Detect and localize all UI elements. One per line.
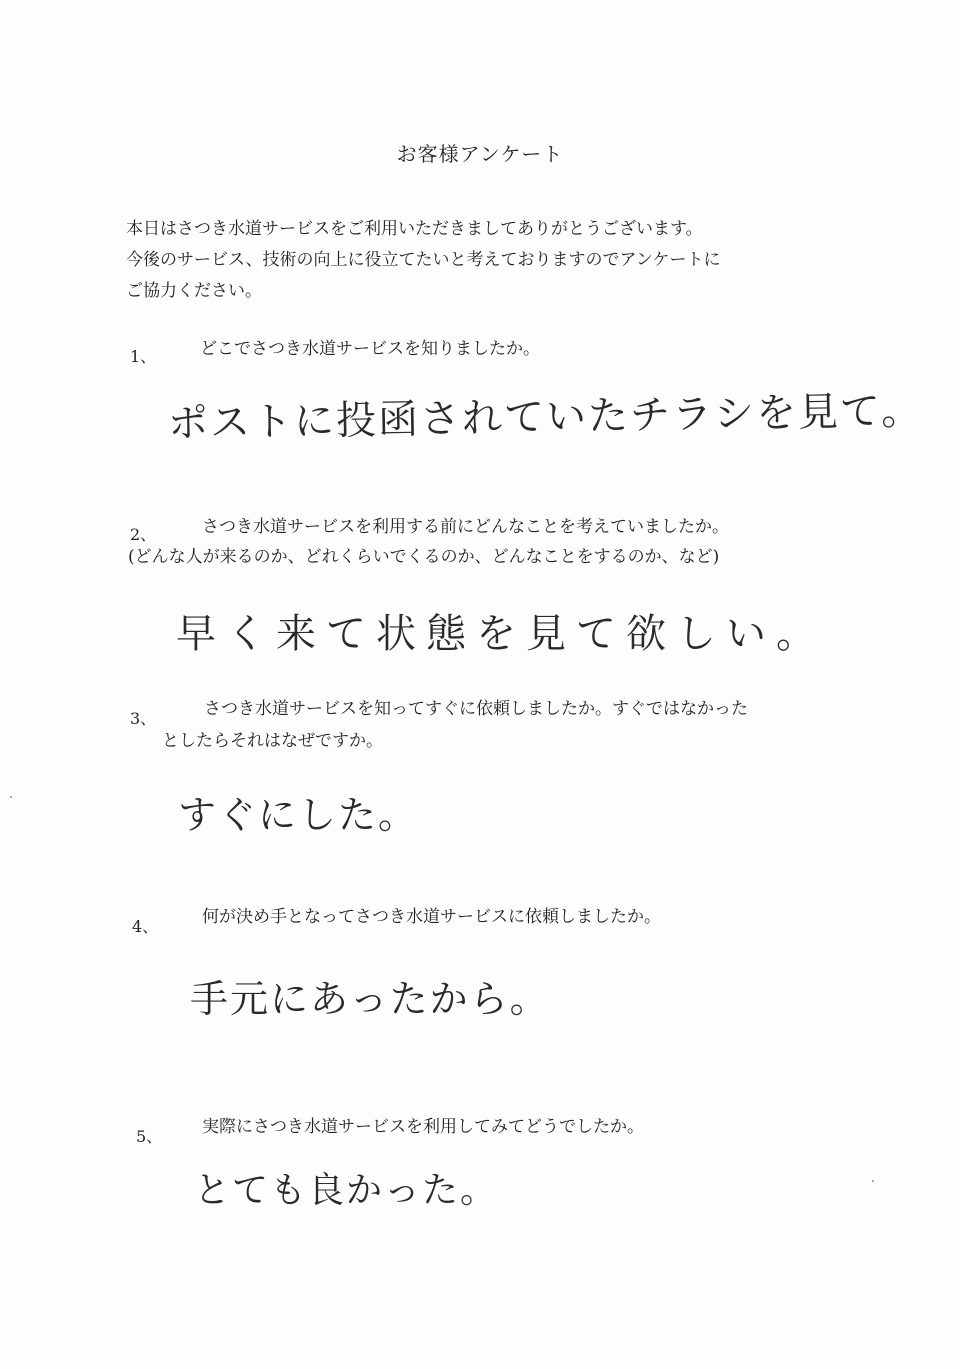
intro-text [126,214,866,307]
question-2-subtext: (どんな人が来るのか、どれくらいでくるのか、どんなことをするのか、など) [128,547,720,567]
question-4-answer: 手元にあったから。 [190,977,550,1021]
question-3-number: 3、 [130,709,157,728]
question-1-text: どこでさつき水道サービスを知りましたか。 [200,339,540,359]
question-3-text-line-2: としたらそれはなぜですか。 [162,731,383,751]
question-5-text: 実際にさつき水道サービスを利用してみてどうでしたか。 [202,1117,644,1137]
intro-line: ご協力ください。 [126,281,262,301]
page-title: お客様アンケート [396,142,564,166]
question-3-text: さつき水道サービスを知ってすぐに依頼しましたか。すぐではなかった [204,699,748,719]
intro-line: 本日はさつき水道サービスをご利用いただきましてありがとうございます。 [126,219,703,239]
scan-speck [872,1180,874,1182]
question-2-answer: 早く来て状態を見て欲しい。 [176,611,826,657]
question-1-answer: ポストに投函されていたチラシを見て。 [167,387,924,447]
question-1-number: 1、 [130,347,157,366]
intro-line: 今後のサービス、技術の向上に役立てたいと考えておりますのでアンケートに [126,250,721,270]
question-5-answer: とても良かった。 [194,1170,499,1211]
question-2-text: さつき水道サービスを利用する前にどんなことを考えていましたか。 [202,517,729,537]
question-3-answer: すぐにした。 [178,793,419,837]
question-2-number: 2、 [130,525,157,544]
question-4-text: 何が決め手となってさつき水道サービスに依頼しましたか。 [202,907,661,927]
scan-speck [10,796,12,798]
question-5-number: 5、 [136,1127,163,1146]
question-4-number: 4、 [132,917,159,936]
